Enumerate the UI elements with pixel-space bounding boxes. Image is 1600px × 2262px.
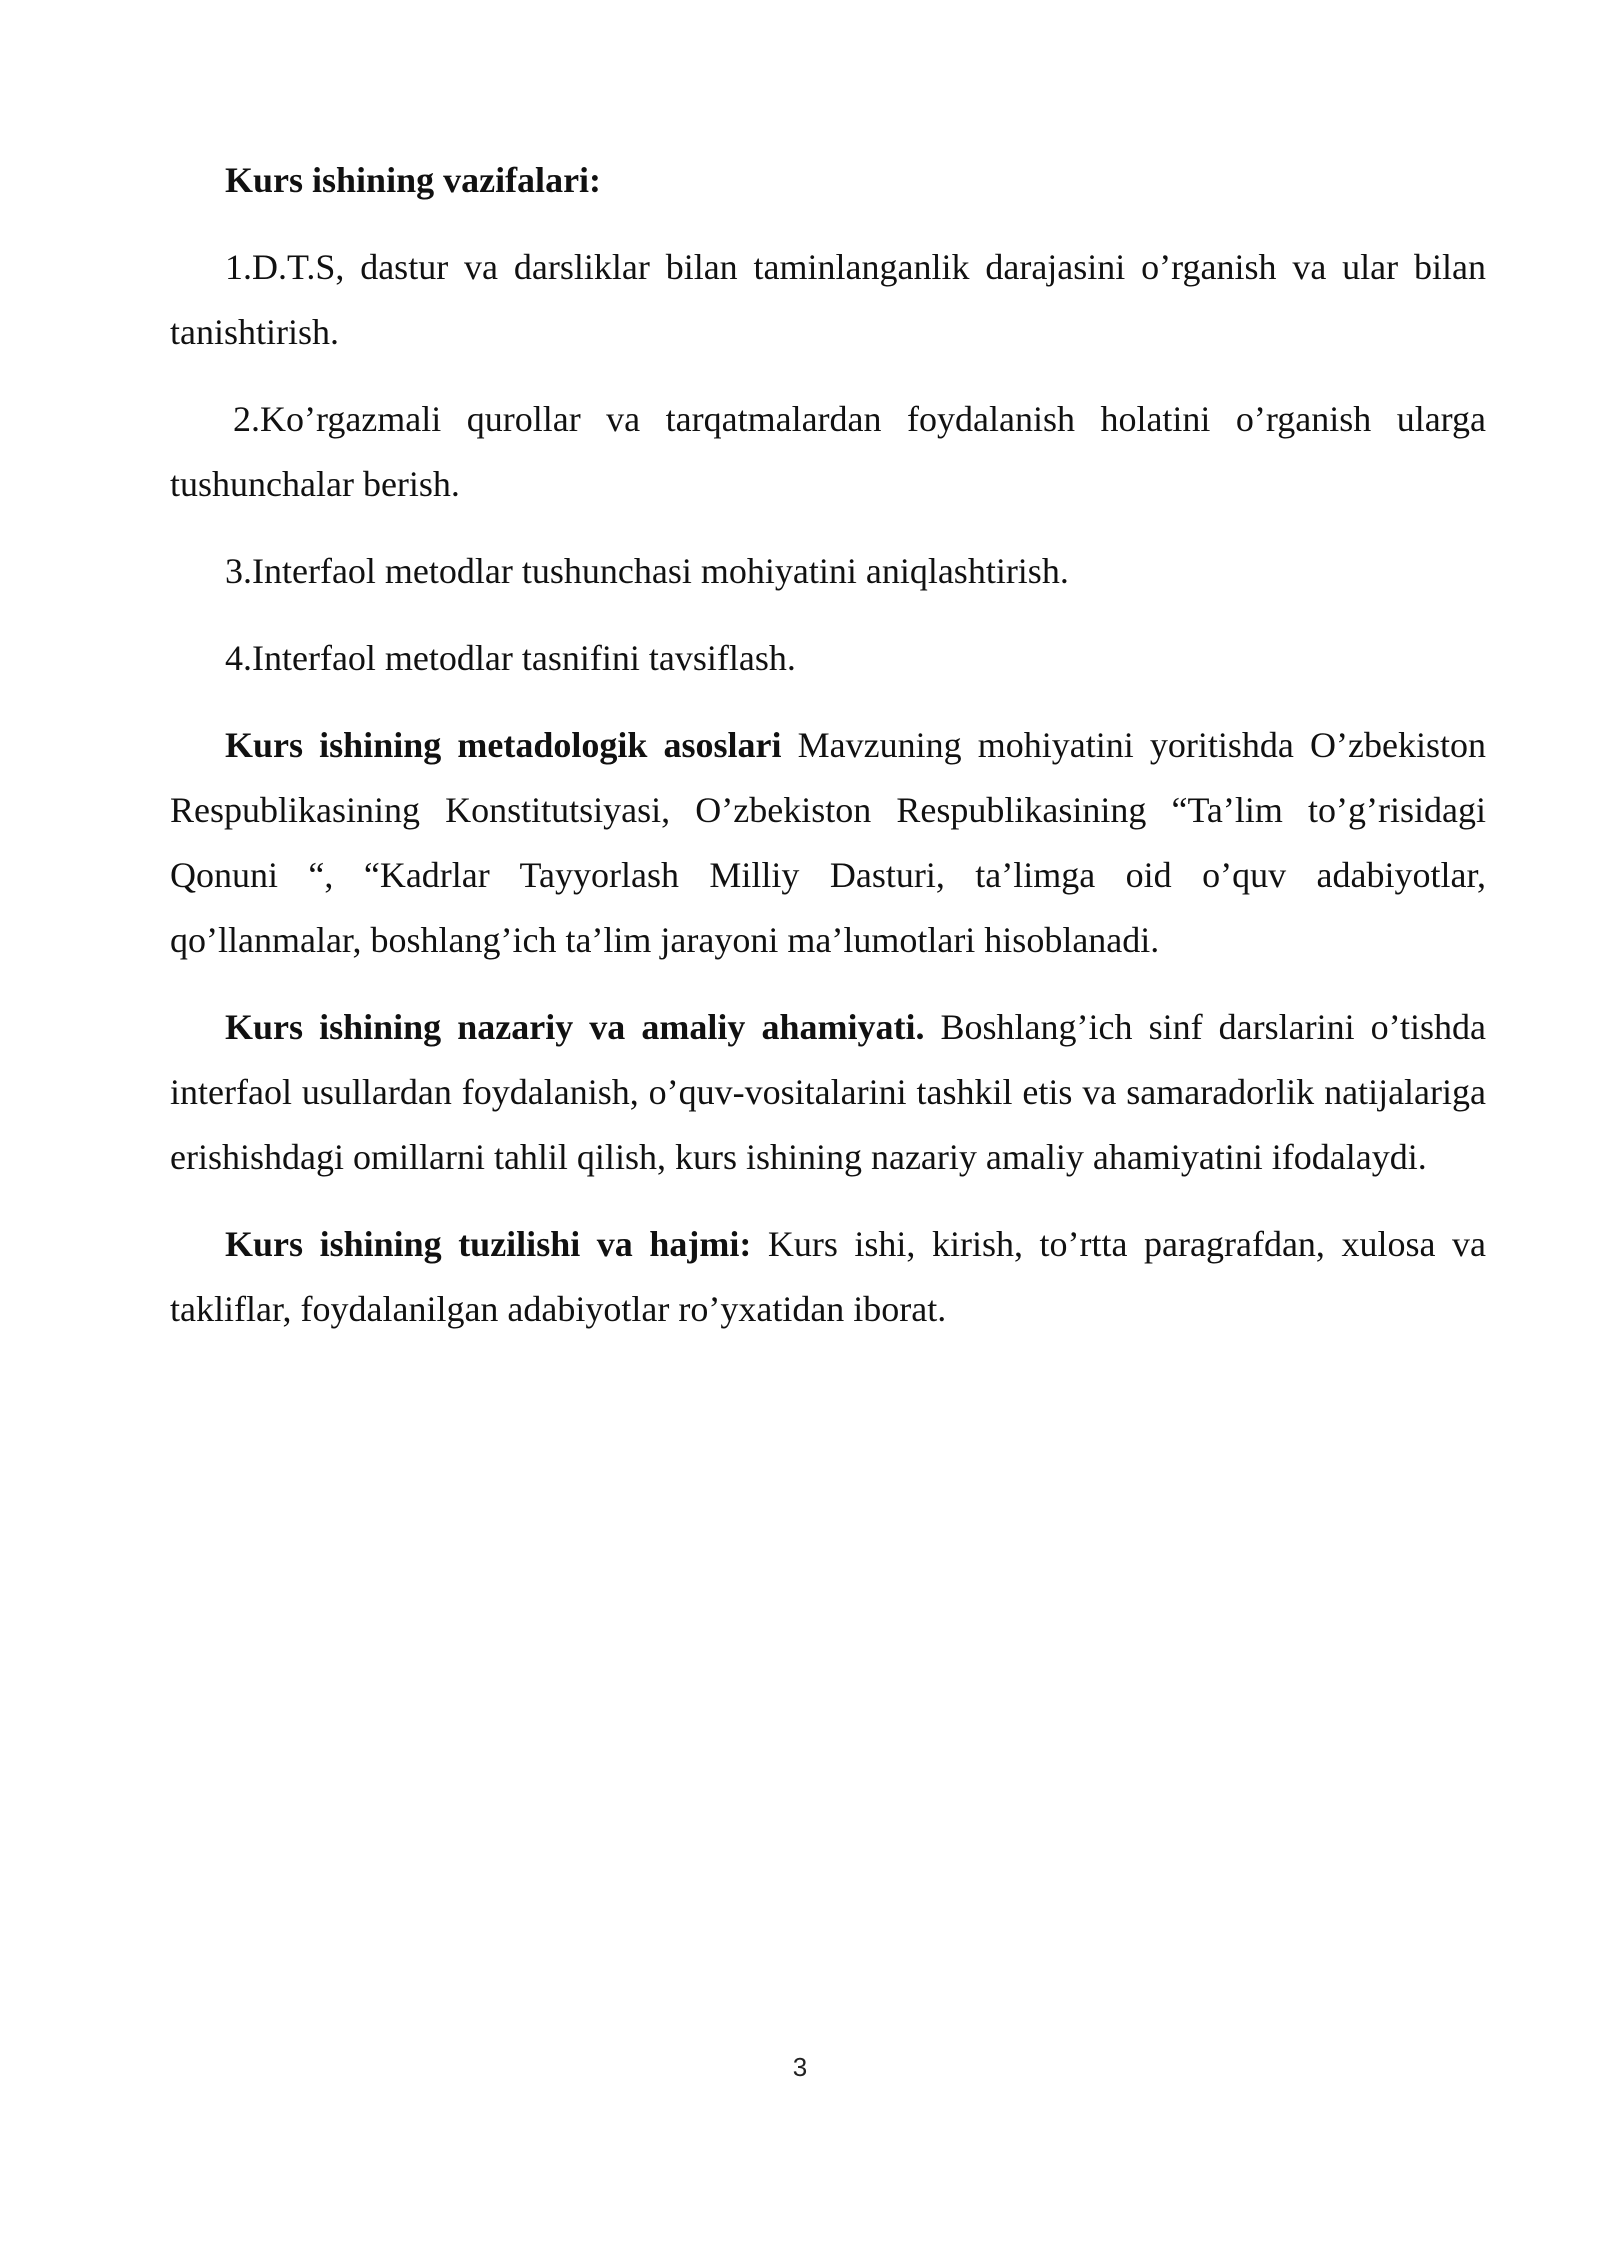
methodology-lead: Kurs ishining metadologik asoslari <box>225 725 782 765</box>
methodology-text: Mavzuning mohiyatini yoritishda O’zbekiston Respublikasining Konstitutsiyasi, O’zbekiston Respublikasining “Ta’lim to’g’risidagi Qonuni “, “Kadrlar Tayyorlash Milliy Dasturi, ta’limga oid o’quv adabiyotlar, qo’llanmalar, boshlang’ich ta’lim jarayoni ma’lumotlari hisoblanadi. <box>170 725 1486 960</box>
tasks-heading: Kurs ishining vazifalari: <box>225 160 602 200</box>
significance-lead: Kurs ishining nazariy va amaliy ahamiyati. <box>225 1007 925 1047</box>
page-content <box>170 148 1486 1364</box>
methodology-paragraph <box>170 713 1486 973</box>
task-item-3: 3.Interfaol metodlar tushunchasi mohiyatini aniqlashtirish. <box>225 551 1069 591</box>
page-number: 3 <box>792 2052 808 2082</box>
significance-text: Boshlang’ich sinf darslarini o’tishda interfaol usullardan foydalanish, o’quv-vositalarini tashkil etis va samaradorlik natijalariga erishishdagi omillarni tahlil qilish, kurs ishining nazariy amaliy ahamiyatini ifodalaydi. <box>170 1007 1487 1177</box>
structure-text: Kurs ishi, kirish, to’rtta paragrafdan, xulosa va takliflar, foydalanilgan adabiyotlar ro’yxatidan iborat. <box>170 1224 1486 1329</box>
task-item-1: 1.D.T.S, dastur va darsliklar bilan taminlanganlik darajasini o’rganish va ular bilan tanishtirish. <box>170 247 1486 352</box>
task-item-2: 2.Ko’rgazmali qurollar va tarqatmalardan foydalanish holatini o’rganish ularga tushunchalar berish. <box>170 399 1486 504</box>
structure-lead: Kurs ishining tuzilishi va hajmi: <box>225 1224 752 1264</box>
task-item-4: 4.Interfaol metodlar tasnifini tavsiflash. <box>225 638 796 678</box>
structure-paragraph <box>170 1212 1486 1342</box>
significance-paragraph <box>170 995 1486 1190</box>
